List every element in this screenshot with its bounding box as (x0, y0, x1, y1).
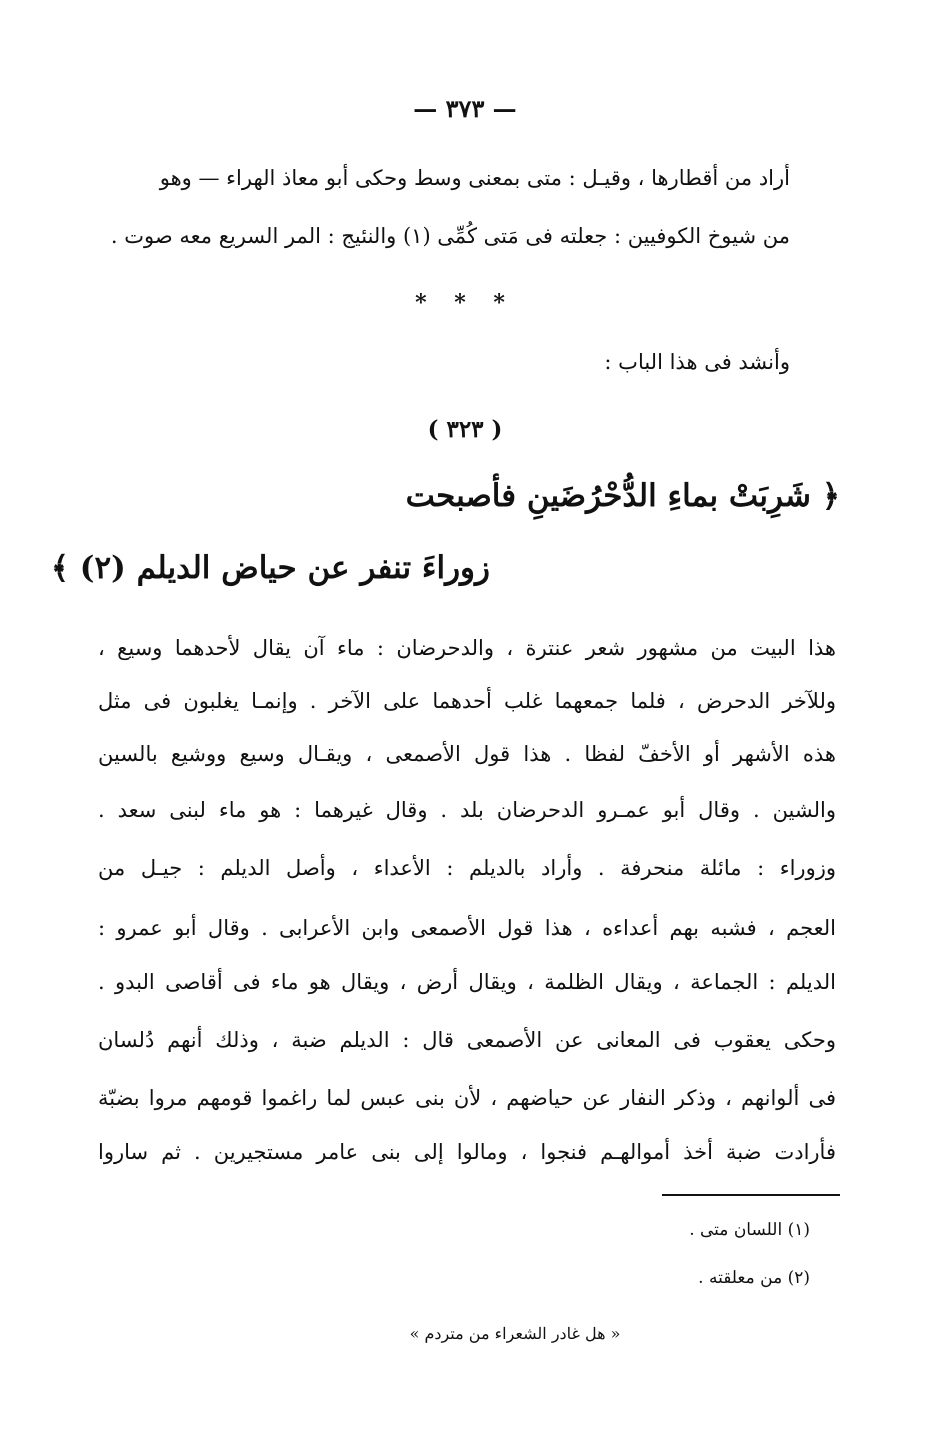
poem-number: ( ٣٢٣ ) (427, 416, 503, 443)
body-line: وحكى يعقوب فى المعانى عن الأصمعى قال : الديلم ضبة ، وذلك أنهم دُلسان (98, 1028, 836, 1052)
body-line: العجم ، فشبه بهم أعداءه ، هذا قول الأصمعى وابن الأعرابى . وقال أبو عمرو : (98, 916, 836, 940)
body-line: هذه الأشهر أو الأخفّ لفظا . هذا قول الأصمعى ، ويقـال وسيع ووشيع بالسين (98, 742, 836, 766)
body-line: وللآخر الدحرض ، فلما جمعهما غلب أحدهما على الآخر . وإنمـا يغلبون فى مثل (98, 689, 836, 713)
body-line: وزوراء : مائلة منحرفة . وأراد بالديلم : الأعداء ، وأصل الديلم : جيـل من (98, 856, 836, 880)
body-line: هذا البيت من مشهور شعر عنترة ، والدحرضان : ماء آن يقال لأحدهما وسيع ، (98, 636, 836, 660)
page-number: — ٣٧٣ — (413, 94, 517, 123)
footnote: (١) اللسان متى . (689, 1220, 810, 1240)
body-line: فى ألوانهم ، وذكر النفار عن حياضهم ، لأن بنى عبس لما راغموا قومهم مروا بضبّة (98, 1086, 836, 1110)
verse-second-hemistich: زوراءَ تنفر عن حياض الديلم (٢) ﴾ (50, 550, 490, 586)
catchword: « هل غادر الشعراء من متردم » (409, 1324, 621, 1343)
verse-first-hemistich: ﴿ شَرِبَتْ بماءِ الدُّحْرُضَينِ فأصبحت (405, 478, 840, 514)
intro-line: أراد من أقطارها ، وقيـل : متى بمعنى وسط وحكى أبو معاذ الهراء — وهو (159, 166, 790, 190)
body-line: والشين . وقال أبو عمـرو الدحرضان بلد . وقال غيرهما : هو ماء لبنى سعد . (98, 798, 836, 822)
footnote-divider (662, 1194, 840, 1196)
section-separator: * * * (415, 290, 515, 316)
body-line: فأرادت ضبة أخذ أموالهـم فنجوا ، ومالوا إلى بنى عامر مستجيرين . ثم ساروا (98, 1140, 836, 1164)
lead-in-text: وأنشد فى هذا الباب : (604, 350, 790, 374)
footnote: (٢) من معلقته . (698, 1268, 810, 1288)
body-line: الديلم : الجماعة ، ويقال الظلمة ، ويقال أرض ، ويقال هو ماء فى أقاصى البدو . (98, 970, 836, 994)
intro-line: من شيوخ الكوفيين : جعلته فى مَتى كُمِّى (١) والنئيج : المر السريع معه صوت . (110, 224, 790, 248)
